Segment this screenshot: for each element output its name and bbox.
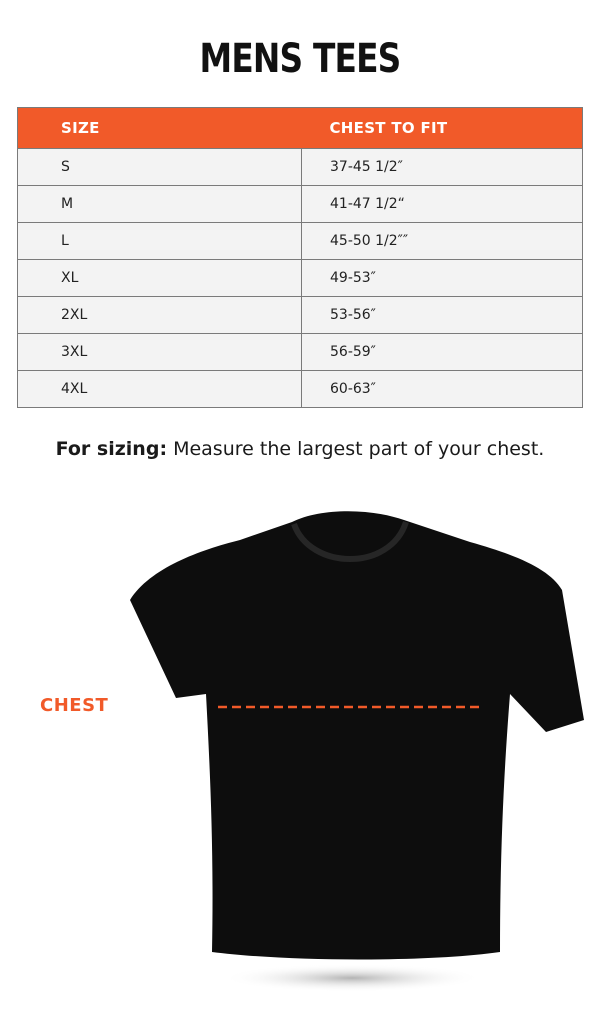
sizing-note-text: Measure the largest part of your chest. xyxy=(167,438,545,460)
shirt-body xyxy=(130,511,584,959)
table-header-row xyxy=(18,108,583,149)
chest-cell: 41-47 1/2“ xyxy=(302,186,583,223)
table-row xyxy=(18,334,583,371)
chest-cell: 53-56″ xyxy=(302,297,583,334)
size-cell: XL xyxy=(18,260,302,297)
page-title: MENS TEES xyxy=(199,36,401,82)
size-cell: L xyxy=(18,223,302,260)
size-cell: 2XL xyxy=(18,297,302,334)
table-row xyxy=(18,371,583,408)
column-header-chest: CHEST TO FIT xyxy=(302,108,583,149)
table-row xyxy=(18,223,583,260)
shirt-shadow xyxy=(222,964,482,992)
chest-cell: 56-59″ xyxy=(302,334,583,371)
size-cell: 3XL xyxy=(18,334,302,371)
size-chart-table xyxy=(17,107,583,408)
chest-cell: 45-50 1/2″″ xyxy=(302,223,583,260)
size-cell: 4XL xyxy=(18,371,302,408)
sizing-note xyxy=(0,438,600,460)
tshirt-icon xyxy=(0,500,600,1000)
chest-cell: 37-45 1/2″ xyxy=(302,149,583,186)
table-row xyxy=(18,149,583,186)
chest-cell: 60-63″ xyxy=(302,371,583,408)
chest-cell: 49-53″ xyxy=(302,260,583,297)
tshirt-diagram xyxy=(0,500,600,1000)
table-row xyxy=(18,260,583,297)
size-cell: S xyxy=(18,149,302,186)
table-row xyxy=(18,297,583,334)
column-header-size: SIZE xyxy=(18,108,302,149)
size-cell: M xyxy=(18,186,302,223)
table-row xyxy=(18,186,583,223)
chest-label: CHEST xyxy=(40,695,109,716)
sizing-note-label: For sizing: xyxy=(55,438,168,460)
